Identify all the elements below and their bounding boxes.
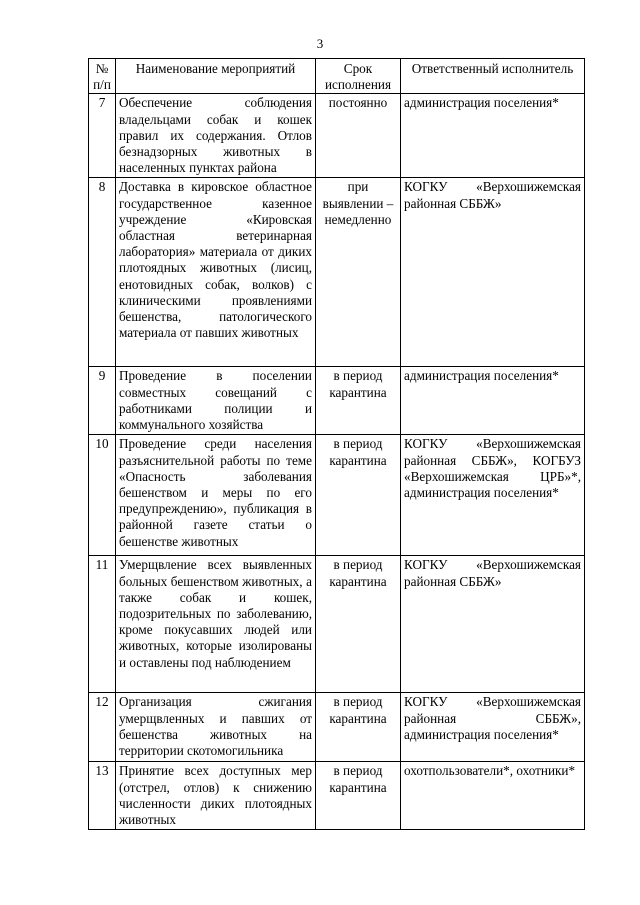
table-row — [89, 693, 585, 762]
measure-responsible: администрация поселения* — [401, 94, 585, 178]
table-row — [89, 435, 585, 556]
row-number: 8 — [89, 178, 116, 367]
measure-name: Проведение в поселении совместных совещаний с работниками полиции и коммунального хозяйства — [116, 367, 316, 435]
measure-responsible: КОГКУ «Верхошижемская районная СББЖ» — [401, 178, 585, 367]
header-responsible: Ответственный исполнитель — [401, 59, 585, 94]
row-number: 11 — [89, 556, 116, 693]
header-number: № п/п — [89, 59, 116, 94]
row-number: 7 — [89, 94, 116, 178]
table-row — [89, 556, 585, 693]
page-number: 3 — [316, 36, 324, 51]
measure-responsible: КОГКУ «Верхошижемская районная СББЖ», КОГБУЗ «Верхошижемская ЦРБ»*, администрация поселения* — [401, 435, 585, 556]
measure-responsible: КОГКУ «Верхошижемская районная СББЖ» — [401, 556, 585, 693]
measure-responsible: администрация поселения* — [401, 367, 585, 435]
measure-name: Принятие всех доступных мер (отстрел, отлов) к снижению численности диких плотоядных животных — [116, 762, 316, 830]
measure-name: Обеспечение соблюдения владельцами собак и кошек правил их содержания. Отлов безнадзорных животных в населенных пунктах района — [116, 94, 316, 178]
measure-term: в период карантина — [316, 762, 401, 830]
measure-term: в период карантина — [316, 435, 401, 556]
row-number: 13 — [89, 762, 116, 830]
measure-responsible: охотпользователи*, охотники* — [401, 762, 585, 830]
measure-term: в период карантина — [316, 556, 401, 693]
measure-name: Умерщвление всех выявленных больных бешенством животных, а также собак и кошек, подозрительных по заболеванию, кроме покусавших людей или животных, которые изолированы и оставлены под наблюдением — [116, 556, 316, 693]
table-row — [89, 367, 585, 435]
measure-term: в период карантина — [316, 693, 401, 762]
measures-table — [88, 58, 585, 830]
measure-name: Доставка в кировское областное государственное казенное учреждение «Кировская областная ветеринарная лаборатория» материала от диких плотоядных животных (лисиц, енотовидных собак, волков) с клиническими проявлениями бешенства, патологического материала от павших животных — [116, 178, 316, 367]
table-row — [89, 178, 585, 367]
table-row — [89, 762, 585, 830]
measure-term: при выявлении – немедленно — [316, 178, 401, 367]
row-number: 9 — [89, 367, 116, 435]
measure-term: постоянно — [316, 94, 401, 178]
table-row — [89, 94, 585, 178]
row-number: 10 — [89, 435, 116, 556]
header-measure-name: Наименование мероприятий — [116, 59, 316, 94]
table-header-row — [89, 59, 585, 94]
measure-name: Проведение среди населения разъяснительной работы по теме «Опасность заболевания бешенством и меры по его предупреждению», публикация в районной газете статьи о бешенстве животных — [116, 435, 316, 556]
measure-term: в период карантина — [316, 367, 401, 435]
measure-name: Организация сжигания умерщвленных и павших от бешенства животных на территории скотомогильника — [116, 693, 316, 762]
measure-responsible: КОГКУ «Верхошижемская районная СББЖ», администрация поселения* — [401, 693, 585, 762]
row-number: 12 — [89, 693, 116, 762]
header-term: Срок исполнения — [316, 59, 401, 94]
